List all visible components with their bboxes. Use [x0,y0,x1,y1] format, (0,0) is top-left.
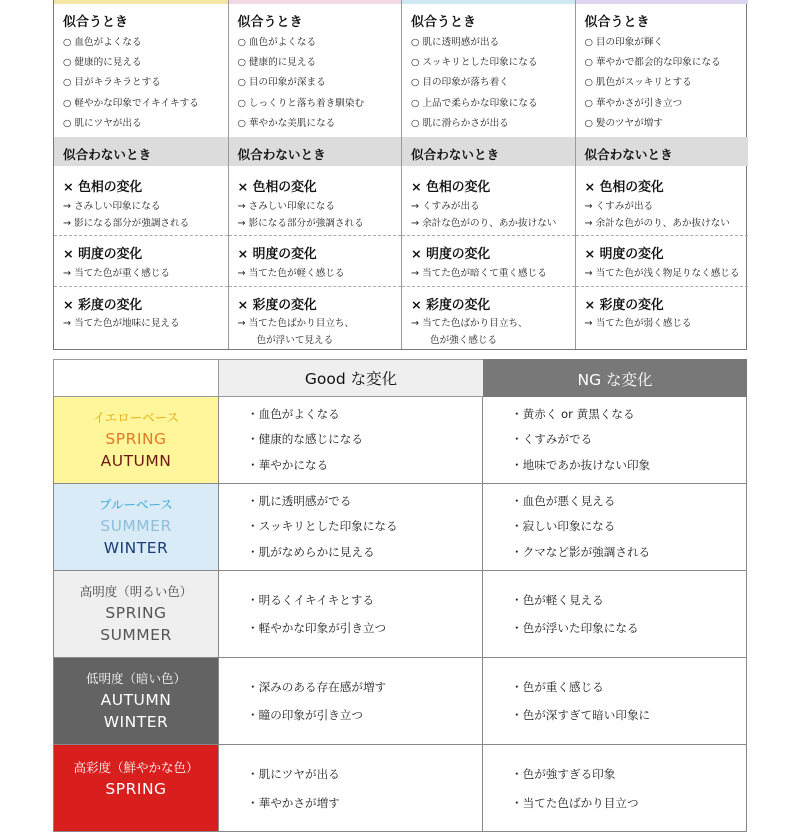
hue-change-line: → 余計な色がのり、あか抜けない [584,218,730,229]
suit-item: ○ 健康的に見える [237,57,317,69]
value-change-line: → 当てた色が重く感じる [63,268,171,279]
value-change-block [402,235,575,287]
ng-change-item: ・色が深すぎて暗い印象に [511,708,651,722]
suitability-column-4 [575,0,749,349]
unsuit-heading: 似合わないとき [63,147,152,162]
suit-item: ○ 軽やかな印象でイキイキする [63,97,199,109]
row-label-season: WINTER [103,539,169,557]
ng-change-item: ・くすみがでる [511,432,593,447]
suit-item: ○ 目がキラキラとする [63,77,161,89]
ng-change-item: ・黄赤く or 黄黒くなる [511,406,635,421]
row-label-season: SPRING [105,429,167,448]
change-comparison-table [53,359,747,819]
suit-item: ○ 肌にツヤが出る [63,117,142,129]
ng-change-cell [483,571,747,657]
suit-item: ○ 華やかさが引き立つ [584,97,683,109]
value-change-title: × 明度の変化 [63,247,143,262]
suit-list [63,36,199,137]
unsuit-band [229,137,402,166]
unsuit-band [54,137,228,166]
row-label-season: SUMMER [100,626,172,644]
suit-heading: 似合うとき [584,15,650,30]
row-label-high-value [53,571,219,657]
value-change-block [229,235,402,287]
row-label-season: SPRING [105,603,167,622]
suitability-column-1 [54,0,228,349]
row-label-season: SPRING [105,780,167,798]
suit-list [585,36,721,137]
row-label-title: 高明度（明るい色） [79,583,193,599]
row-label-title: ブルーベース [99,496,173,512]
good-change-cell [219,745,483,831]
hue-change-line: → 影になる部分が強調される [237,218,364,229]
ng-change-cell [483,484,747,570]
hue-change-line: → さみしい印象になる [63,201,161,212]
ng-change-item: ・色が重く感じる [511,679,604,694]
ng-change-cell [483,658,747,744]
chroma-change-line: → 当てた色ばかり目立ち、 [411,318,528,329]
hue-change-line: → 余計な色がのり、あか抜けない [411,218,557,229]
unsuit-band [576,137,749,166]
ng-change-item: ・寂しい印象になる [511,519,616,534]
good-change-item: ・華やかになる [247,457,329,472]
suitability-column-3 [401,0,575,349]
hue-change-title: × 色相の変化 [63,180,143,195]
row-label-blue-base [53,484,219,570]
hue-change-line: → さみしい印象になる [237,201,335,212]
hue-change-block [229,166,402,235]
row-label-season: SUMMER [100,516,172,535]
ng-change-item: ・色が軽く見える [511,592,604,607]
suit-heading: 似合うとき [237,15,303,30]
row-label-low-value [53,658,219,744]
ng-change-item: ・色が浮いた印象になる [511,621,639,635]
good-change-cell [219,484,483,570]
chroma-change-title: × 彩度の変化 [584,298,664,313]
value-change-title: × 明度の変化 [584,247,664,262]
suit-item: ○ 肌に透明感が出る [411,37,500,48]
suit-item: ○ 血色がよくなる [237,37,317,48]
suit-item: ○ 華やかな美肌になる [237,117,336,129]
chroma-change-line: → 当てた色が地味に見える [63,318,180,329]
chroma-change-line: → 当てた色ばかり目立ち、 [237,318,355,329]
good-change-header: Good な変化 [219,359,483,397]
hue-change-block [54,166,228,235]
table-row-high-chroma [53,745,747,832]
good-change-item: ・肌がなめらかに見える [247,544,375,559]
good-change-item: ・スッキリとした印象になる [247,519,398,534]
good-change-item: ・肌にツヤが出る [247,767,340,781]
value-change-line: → 当てた色が浅く物足りなく感じる [584,268,740,279]
good-change-item: ・華やかさが増す [247,795,340,810]
suit-item: ○ スッキリとした印象になる [411,57,538,69]
ng-change-item: ・クマなど影が強調される [511,544,651,559]
ng-change-item: ・当てた色ばかり目立つ [511,795,639,810]
good-change-item: ・肌に透明感がでる [247,493,352,508]
row-label-season: AUTUMN [100,690,172,709]
ng-change-cell [483,745,747,831]
value-change-line: → 当てた色が軽く感じる [237,268,345,279]
hue-change-block [576,166,749,235]
suit-item: ○ 血色がよくなる [63,37,142,48]
good-change-cell [219,658,483,744]
suit-item: ○ 健康的に見える [63,57,142,69]
value-change-title: × 明度の変化 [411,247,491,262]
good-change-item: ・瞳の印象が引き立つ [247,708,363,722]
row-label-title: 高彩度（鮮やかな色） [73,760,199,775]
chroma-change-title: × 彩度の変化 [237,298,317,313]
hue-change-line: → 影になる部分が強調される [63,218,190,229]
chroma-change-line: 色が強く感じる [430,335,498,346]
ng-change-header: NG な変化 [483,359,747,397]
ng-change-item: ・色が強すぎる印象 [511,767,616,781]
chroma-change-block [54,286,228,349]
chroma-change-block [576,286,749,349]
row-label-title: イエローベース [92,409,180,425]
row-label-yellow-base [53,397,219,483]
ng-change-cell [483,397,747,483]
suit-item: ○ 目の印象が深まる [237,77,326,89]
row-label-high-chroma [53,745,219,831]
value-change-block [54,235,228,287]
row-label-title: 低明度（暗い色） [85,670,186,686]
good-change-cell [219,397,483,483]
value-change-line: → 当てた色が暗くて重く感じる [411,268,547,279]
value-change-block [576,235,749,287]
suit-item: ○ 肌色がスッキリとする [584,77,692,89]
table-row-high-value [53,571,747,658]
good-change-item: ・軽やかな印象が引き立つ [247,621,387,635]
ng-change-item: ・血色が悪く見える [511,493,616,508]
unsuit-heading: 似合わないとき [584,147,673,162]
suit-item: ○ しっくりと落ち着き馴染む [237,97,365,109]
suit-item: ○ 目の印象が輝く [584,37,664,48]
table-row-blue-base [53,484,747,571]
chroma-change-line: → 当てた色が弱く感じる [584,318,692,329]
suit-heading: 似合うとき [63,15,129,30]
suit-list [238,36,365,137]
hue-change-title: × 色相の変化 [237,180,317,195]
hue-change-title: × 色相の変化 [584,180,664,195]
suit-list [411,36,538,137]
hue-change-line: → くすみが出る [584,201,654,212]
chroma-change-title: × 彩度の変化 [411,298,491,313]
chroma-change-title: × 彩度の変化 [63,298,143,313]
ng-change-item: ・地味であか抜けない印象 [511,457,651,472]
row-label-season: WINTER [103,713,169,731]
row-label-season: AUTUMN [100,452,172,470]
blank-header-cell [53,359,219,397]
table-row-low-value [53,658,747,745]
hue-change-title: × 色相の変化 [411,180,491,195]
suit-item: ○ 上品で柔らかな印象になる [411,97,538,109]
good-change-item: ・明るくイキイキとする [247,592,375,607]
suit-item: ○ 華やかで都会的な印象になる [584,57,721,69]
unsuit-heading: 似合わないとき [411,147,500,162]
suit-heading: 似合うとき [411,15,477,30]
good-change-item: ・深みのある存在感が増す [247,679,387,694]
unsuit-band [402,137,575,166]
chroma-change-block [229,286,402,349]
chroma-change-block [402,286,575,349]
hue-change-block [402,166,575,235]
chroma-change-line: 色が浮いて見える [256,335,334,346]
suit-item: ○ 目の印象が落ち着く [411,77,509,89]
unsuit-heading: 似合わないとき [237,147,326,162]
table-row-yellow-base [53,397,747,484]
good-change-item: ・健康的な感じになる [247,432,363,447]
hue-change-line: → くすみが出る [411,201,480,212]
suit-item: ○ 髪のツヤが増す [584,117,663,129]
suit-item: ○ 肌に滑らかさが出る [411,117,509,129]
good-change-item: ・血色がよくなる [247,406,340,421]
suitability-table [53,0,747,350]
good-change-cell [219,571,483,657]
value-change-title: × 明度の変化 [237,247,317,262]
suitability-column-2 [228,0,402,349]
